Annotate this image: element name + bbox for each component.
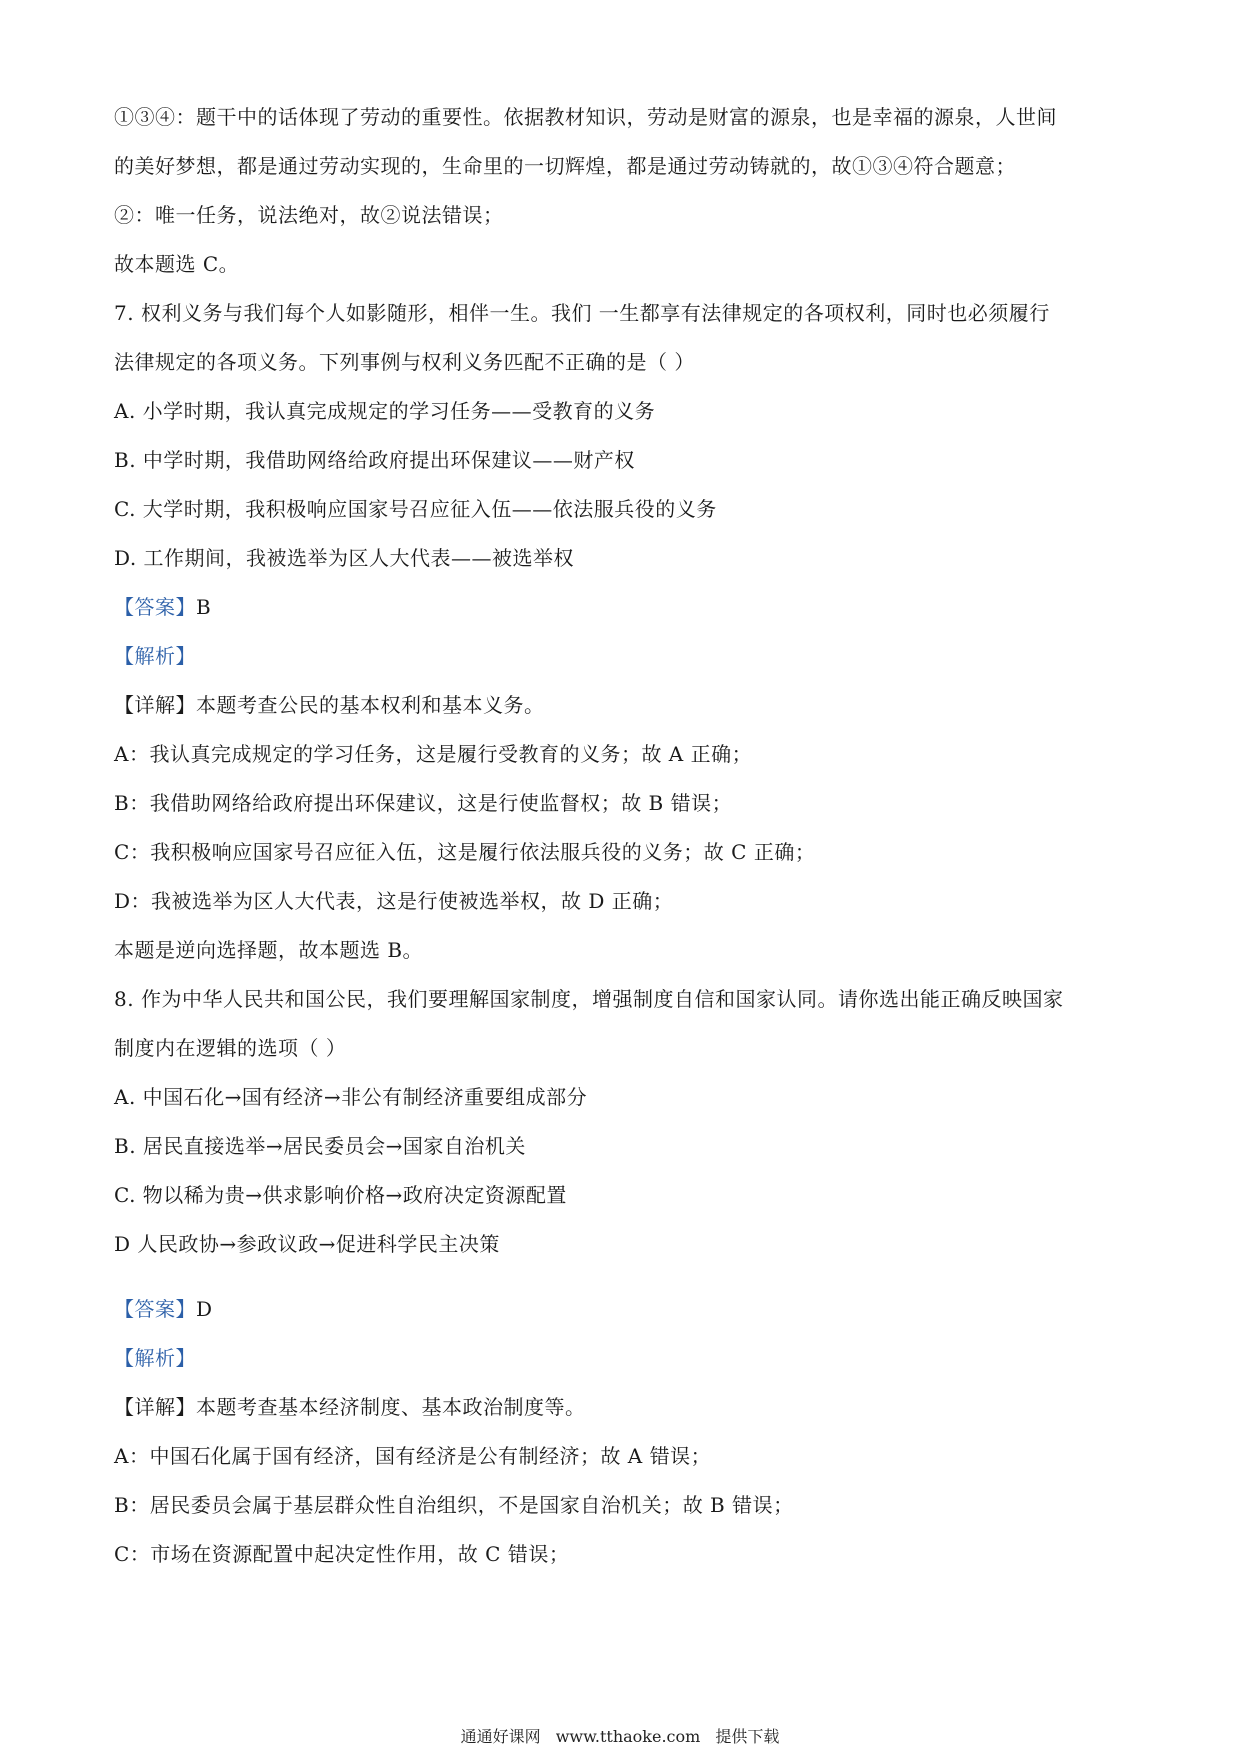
q8-option-d: D 人民政协→参政议政→促进科学民主决策 (114, 1232, 500, 1256)
question-8-stem-cont: 制度内在逻辑的选项（ ） (114, 1036, 347, 1060)
footer-suffix: 提供下载 (715, 1727, 780, 1746)
footer-url[interactable]: www.tthaoke.com (555, 1727, 701, 1746)
page-footer (0, 1727, 1240, 1747)
footer-site-name: 通通好课网 (460, 1727, 541, 1746)
analysis-tag: 【解析】 (114, 1346, 196, 1370)
answer-value: D (196, 1297, 213, 1321)
q7-option-d: D. 工作期间，我被选举为区人大代表——被选举权 (114, 546, 575, 570)
answer-value: B (196, 595, 212, 619)
q8-option-c: C. 物以稀为贵→供求影响价格→政府决定资源配置 (114, 1183, 567, 1207)
q7-option-a: A. 小学时期，我认真完成规定的学习任务——受教育的义务 (114, 399, 656, 423)
q7-explain-a: A：我认真完成规定的学习任务，这是履行受教育的义务；故 A 正确； (114, 742, 753, 766)
question-7-stem: 7. 权利义务与我们每个人如影随形，相伴一生。我们 一生都享有法律规定的各项权利，同时也必须履行 (114, 301, 1050, 325)
q7-explain-b: B：我借助网络给政府提出环保建议，这是行使监督权；故 B 错误； (114, 791, 733, 815)
q8-detail: 【详解】本题考查基本经济制度、基本政治制度等。 (114, 1395, 586, 1419)
text-line: ②：唯一任务，说法绝对，故②说法错误； (114, 203, 504, 227)
text-line: ①③④：题干中的话体现了劳动的重要性。依据教材知识，劳动是财富的源泉，也是幸福的源泉，人世间 (114, 105, 1057, 129)
q8-explain-a: A：中国石化属于国有经济，国有经济是公有制经济；故 A 错误； (114, 1444, 712, 1468)
q7-explain-d: D：我被选举为区人大代表，这是行使被选举权，故 D 正确； (114, 889, 674, 913)
q7-option-c: C. 大学时期，我积极响应国家号召应征入伍——依法服兵役的义务 (114, 497, 717, 521)
question-7-stem-cont: 法律规定的各项义务。下列事例与权利义务匹配不正确的是（ ） (114, 350, 695, 374)
q8-option-a: A. 中国石化→国有经济→非公有制经济重要组成部分 (114, 1085, 588, 1109)
q7-option-b: B. 中学时期，我借助网络给政府提出环保建议——财产权 (114, 448, 635, 472)
q8-answer (114, 1294, 1134, 1324)
document-body (114, 102, 1134, 1588)
text-line: 的美好梦想，都是通过劳动实现的，生命里的一切辉煌，都是通过劳动铸就的，故①③④符合题意； (114, 154, 1016, 178)
answer-tag: 【答案】 (114, 1297, 196, 1321)
q8-analysis-heading (114, 1343, 1134, 1373)
q8-explain-b: B：居民委员会属于基层群众性自治组织，不是国家自治机关；故 B 错误； (114, 1493, 794, 1517)
analysis-tag: 【解析】 (114, 644, 196, 668)
q7-analysis-heading (114, 641, 1134, 671)
question-8-stem: 8. 作为中华人民共和国公民，我们要理解国家制度，增强制度自信和国家认同。请你选出能正确反映国家 (114, 987, 1064, 1011)
text-line: 故本题选 C。 (114, 252, 240, 276)
q8-explain-c: C：市场在资源配置中起决定性作用，故 C 错误； (114, 1542, 570, 1566)
q7-explain-c: C：我积极响应国家号召应征入伍，这是履行依法服兵役的义务；故 C 正确； (114, 840, 816, 864)
q7-conclusion: 本题是逆向选择题，故本题选 B。 (114, 938, 424, 962)
q8-option-b: B. 居民直接选举→居民委员会→国家自治机关 (114, 1134, 526, 1158)
answer-tag: 【答案】 (114, 595, 196, 619)
q7-detail: 【详解】本题考查公民的基本权利和基本义务。 (114, 693, 545, 717)
q7-answer (114, 592, 1134, 622)
